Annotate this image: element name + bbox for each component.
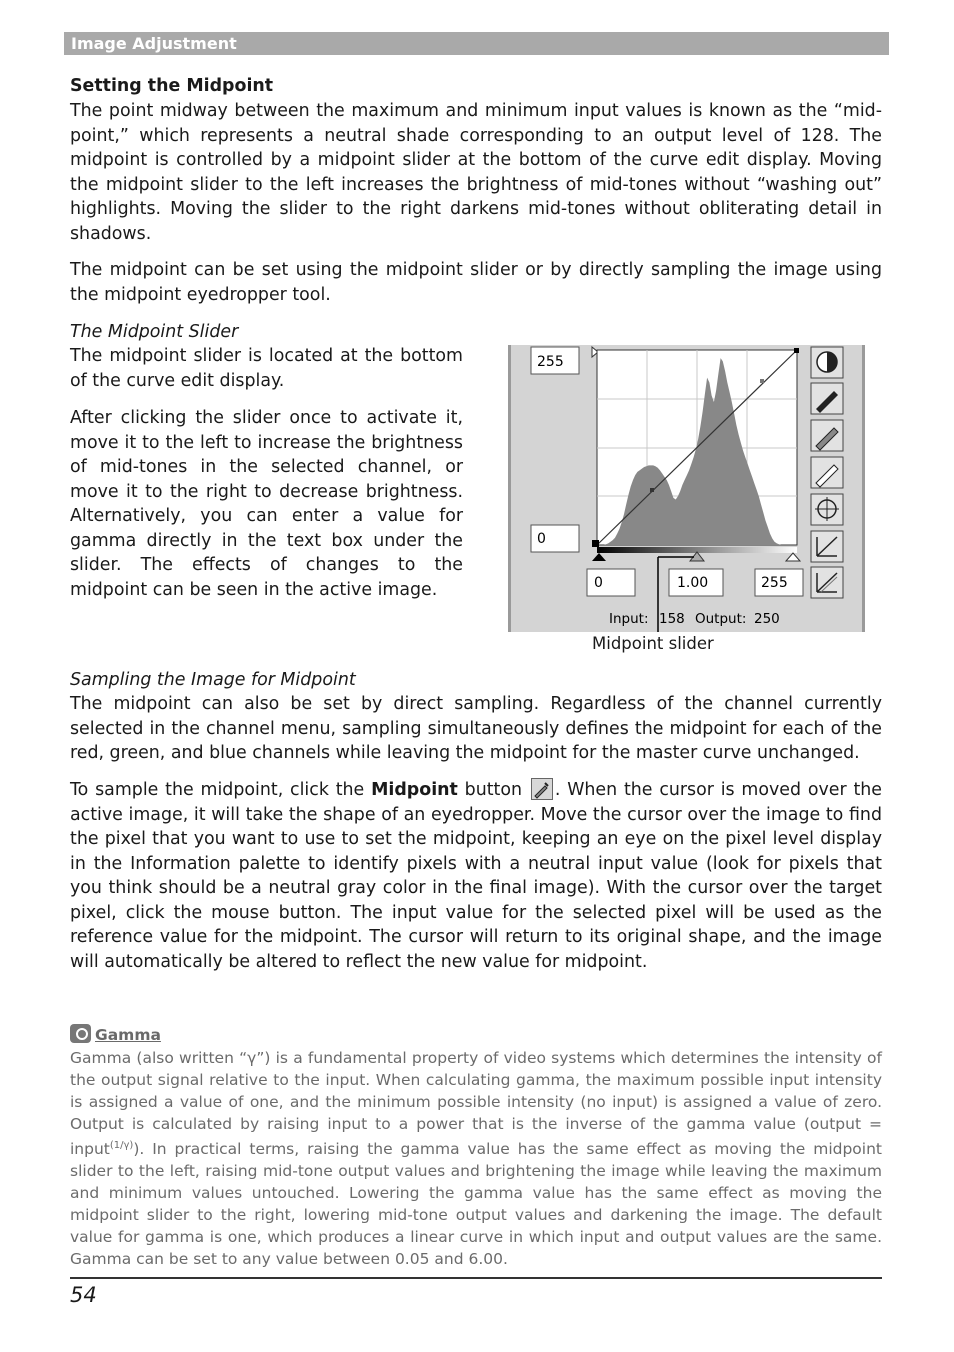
input-min-field[interactable] [587, 569, 635, 596]
curve-endpoint-bottom[interactable] [592, 540, 599, 547]
note-icon [70, 1024, 91, 1043]
slider-para-1: The midpoint slider is located at the bottom of the curve edit display. [70, 346, 463, 391]
gamma-note-title [70, 1024, 161, 1045]
curve-endpoint-top[interactable] [794, 348, 799, 353]
page-number: 54 [70, 1283, 97, 1307]
curve-edit-display [508, 345, 865, 632]
histogram-graph [592, 348, 799, 547]
gamma-note-title-text: Gamma [95, 1026, 161, 1044]
reset-curve-button[interactable] [811, 531, 843, 562]
gamma-note-body [70, 1047, 882, 1270]
input-min-value: 0 [594, 575, 603, 591]
gamma-field[interactable] [669, 569, 723, 596]
status-output-value: 250 [754, 611, 780, 627]
tool-buttons [811, 347, 843, 598]
slider-para-2: After clicking the slider once to activate it, move it to the left to increase the brightness of mid-tones in the selected channel, or move it to the right to decrease brightness. Alternatively, you can enter a value for gamma directly in the text box under the slider. The effects of changes to the midpoint can be seen in the active image. [70, 408, 463, 600]
sampling-para-1: The midpoint can also be set by direct sampling. Regardless of the channel currently selected in the channel menu, sampling simultaneously defines the midpoint for each of the red, green, and blue channels while leaving the midpoint for the master curve unchanged. [70, 694, 882, 763]
figure-caption: Midpoint slider [592, 634, 714, 653]
sampling-para-2 [70, 778, 882, 974]
gamma-note-body-pre: Gamma (also written “γ”) is a fundamental property of video systems which determines the intensity of the output signal relative to the input. When calculating gamma, the maximum possible input intensity is assigned a value of one, and the minimum possible intensity (no input) is assigned a value of zero. Output is calculated by raising input to a power that is the inverse of the gamma value (output = input [70, 1049, 882, 1159]
curve-point-marker[interactable] [760, 379, 764, 383]
curve-midpoint-marker[interactable] [650, 488, 654, 492]
output-min-field[interactable] [531, 525, 579, 552]
black-point-button[interactable] [811, 383, 843, 414]
sampling-para-2-post: . When the cursor is moved over the active image, it will take the shape of an eyedropper. Move the cursor over the image to find the pixel that you want to use to set the midpoint, keeping an eye on the pixel level display in the Information palette to identify pixels with a neutral input value (look for pixels that you think should be a neutral gray color in the final image). With the cursor over the target pixel, click the mouse button. The input value for the selected pixel will be used as the reference value for the midpoint. The cursor will return to its original shape, and the image will automatically be altered to reflect the new value for midpoint. [70, 780, 882, 972]
gamma-note-body-post: ). In practical terms, raising the gamma value has the same effect as moving the midpoint slider to the left, raising mid-tone output values and brightening the image while leaving the maximum and minimum values untouched. Lowering the gamma value has the same effect as moving the midpoint slider to the right, lowering mid-tone output values and darkening the image. The default value for gamma is one, which produces a linear curve in which input and output values are the same. Gamma can be set to any value between 0.05 and 6.00. [70, 1140, 882, 1269]
slider-heading: The Midpoint Slider [70, 322, 239, 342]
midpoint-heading: Setting the Midpoint [70, 76, 274, 96]
section-header: Image Adjustment [64, 32, 889, 55]
set-anchor-button[interactable] [811, 494, 843, 525]
midpoint-button-label: Midpoint [371, 780, 458, 800]
status-input-value: 158 [659, 611, 685, 627]
status-input-label: Input: [609, 611, 649, 627]
input-max-field[interactable] [755, 569, 803, 596]
gamma-value: 1.00 [677, 575, 709, 591]
midpoint-para-2: The midpoint can be set using the midpoint slider or by directly sampling the image using the midpoint eyedropper tool. [70, 260, 882, 305]
sampling-heading: Sampling the Image for Midpoint [70, 670, 356, 690]
output-max-value: 255 [537, 354, 564, 370]
gamma-exponent: (1/γ) [109, 1140, 134, 1151]
auto-contrast-button[interactable] [811, 347, 843, 378]
footer-rule [70, 1277, 882, 1279]
output-min-value: 0 [537, 531, 546, 547]
input-max-value: 255 [761, 575, 788, 591]
sampling-para-2-pre: To sample the midpoint, click the [70, 780, 372, 800]
white-point-button[interactable] [811, 457, 843, 488]
output-max-field[interactable] [531, 347, 579, 374]
midpoint-para-1: The point midway between the maximum and minimum input values is known as the “mid-point,” which represents a neutral shade corresponding to an output level of 128. The midpoint is controlled by a midpoint slider at the bottom of the curve edit display. Moving the midpoint slider to the left increases the brightness of mid-tones without “washing out” highlights. Moving the slider to the right darkens mid-tones without obliterating detail in shadows. [70, 101, 882, 244]
status-output-label: Output: [695, 611, 747, 627]
midpoint-button[interactable] [811, 420, 843, 451]
reset-all-button[interactable] [811, 567, 843, 598]
midpoint-eyedropper-icon [531, 778, 553, 800]
sampling-para-2-mid: button [457, 780, 529, 800]
